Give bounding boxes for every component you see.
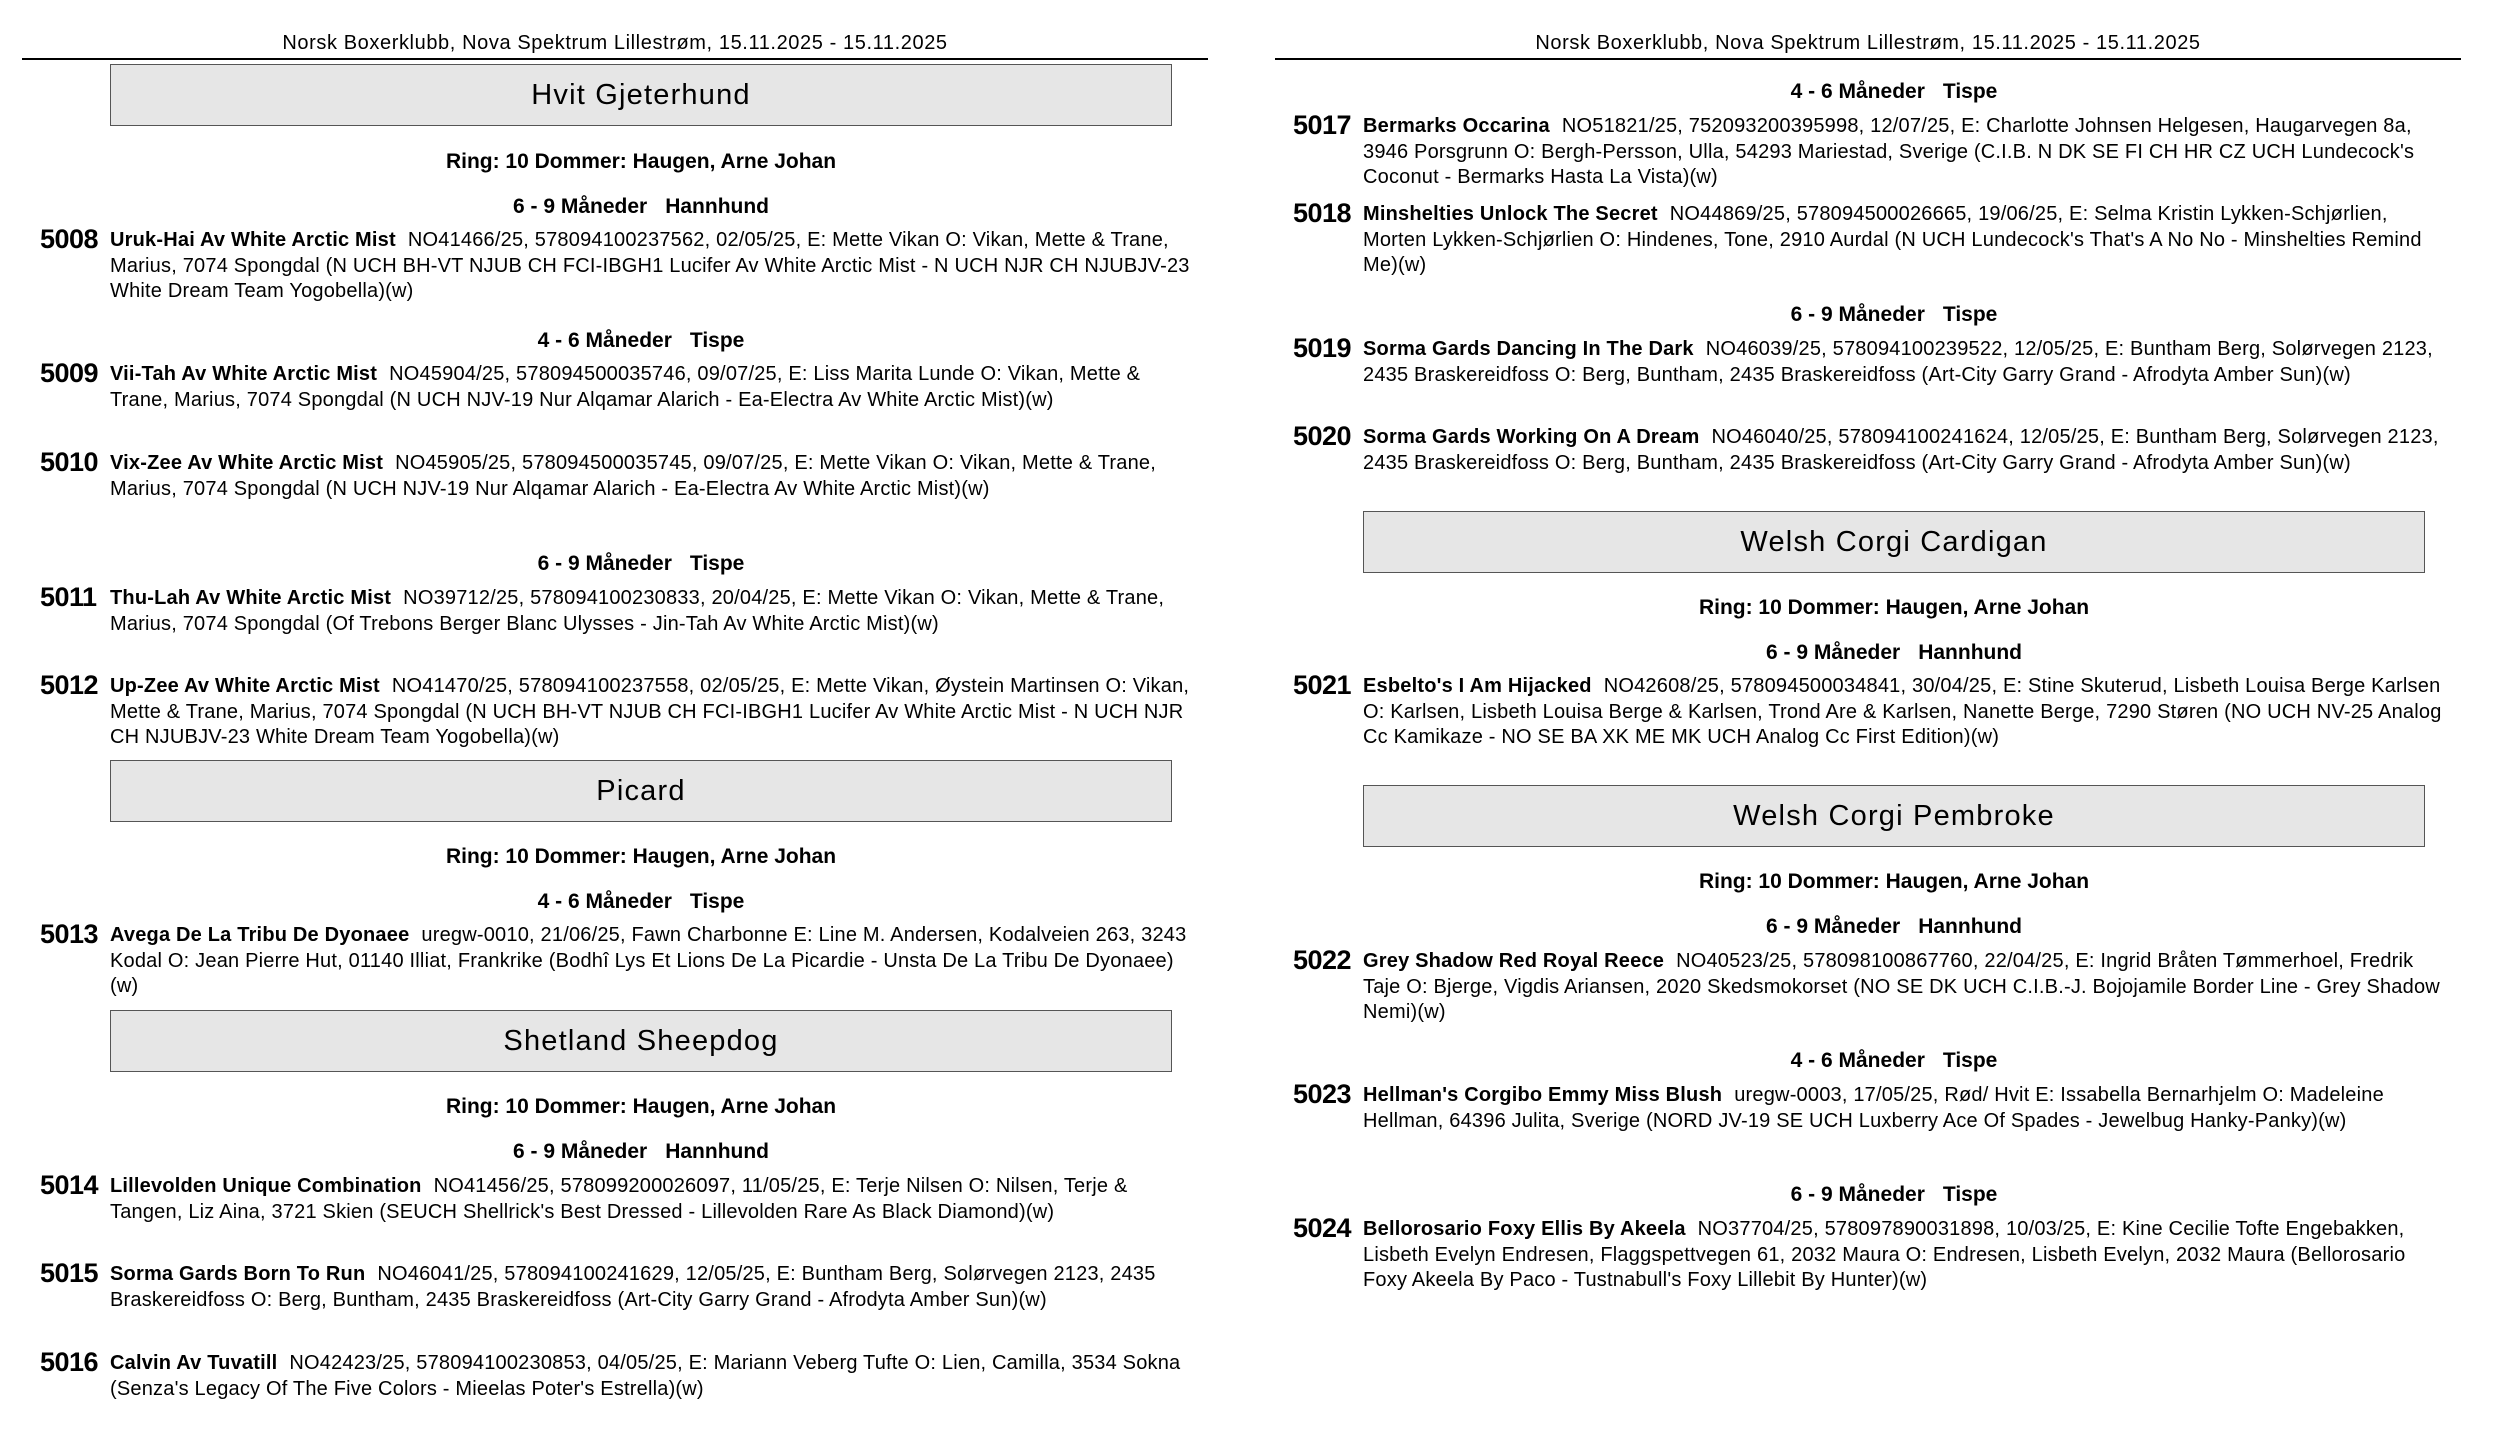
class-age: 6 - 9 Måneder <box>1765 641 1901 664</box>
class-heading <box>110 890 1172 914</box>
entry-details <box>1363 1217 2443 1294</box>
dog-name: Uruk-Hai Av White Arctic Mist <box>110 229 396 251</box>
entry-number: 5011 <box>40 582 97 612</box>
class-sex: Tispe <box>689 552 745 575</box>
entry-number: 5010 <box>40 447 99 477</box>
class-age: 6 - 9 Måneder <box>1790 1183 1925 1206</box>
dog-info: uregw-0003, 17/05/25, Rød/ Hvit E: Issabella Bernarhjelm O: Madeleine Hellman, 64396 Julita, Sverige (NORD JV-19 SE UCH Luxberry Ace Of Spades - Jewelbug Hanky-Panky)(w) <box>1363 1084 2384 1132</box>
class-sex: Tispe <box>1942 1183 1998 1206</box>
entry-details <box>110 674 1190 751</box>
dog-name: Avega De La Tribu De Dyonaee <box>110 924 410 946</box>
dog-name: Sorma Gards Born To Run <box>110 1263 366 1285</box>
entry-details <box>1363 425 2443 476</box>
class-age: 6 - 9 Måneder <box>1765 915 1901 938</box>
dog-name: Lillevolden Unique Combination <box>110 1175 422 1197</box>
dog-info: NO45904/25, 578094500035746, 09/07/25, E: Liss Marita Lunde O: Vikan, Mette & Trane, Marius, 7074 Spongdal (N UCH NJV-19 Nur Alqamar Alarich - Ea-Electra Av White Arctic Mist)(w) <box>110 363 1141 411</box>
entry-details <box>110 1262 1190 1313</box>
class-sex: Tispe <box>1942 303 1998 326</box>
dog-info: NO42608/25, 578094500034841, 30/04/25, E: Stine Skuterud, Lisbeth Louisa Berge Karlsen O: Karlsen, Lisbeth Louisa Berge & Karlsen, Trond Are & Karlsen, Nanette Berge, 7290 Støren (NO UCH NV-25 Analog Cc Kamikaze - NO SE BA XK ME MK UCH Analog Cc First Edition)(w) <box>1363 675 2442 748</box>
class-age: 4 - 6 Måneder <box>537 890 672 913</box>
dog-name: Up-Zee Av White Arctic Mist <box>110 675 380 697</box>
entry-number: 5013 <box>40 919 99 949</box>
class-heading <box>110 195 1172 219</box>
entry-details <box>1363 337 2443 388</box>
class-sex: Hannhund <box>665 195 770 218</box>
dog-info: NO39712/25, 578094100230833, 20/04/25, E: Mette Vikan O: Vikan, Mette & Trane, Marius, 7074 Spongdal (Of Trebons Berger Blanc Ulysses - Jin-Tah Av White Arctic Mist)(w) <box>110 587 1165 635</box>
entry-details <box>110 362 1190 413</box>
entry-details <box>110 923 1190 1000</box>
class-age: 6 - 9 Måneder <box>512 1140 648 1163</box>
class-heading <box>1363 1183 2425 1207</box>
dog-name: Minshelties Unlock The Secret <box>1363 203 1658 225</box>
class-heading <box>1363 915 2425 939</box>
class-heading <box>1363 641 2425 665</box>
dog-name: Esbelto's I Am Hijacked <box>1363 675 1592 697</box>
class-age: 4 - 6 Måneder <box>537 329 672 352</box>
breed-heading: Welsh Corgi Cardigan <box>1363 511 2425 573</box>
entry-details <box>1363 1083 2443 1134</box>
entry-number: 5009 <box>40 358 99 388</box>
class-age: 6 - 9 Måneder <box>512 195 648 218</box>
entry-number: 5024 <box>1293 1213 1352 1243</box>
class-age: 6 - 9 Måneder <box>1790 303 1925 326</box>
dog-info: NO40523/25, 578098100867760, 22/04/25, E: Ingrid Bråten Tømmerhoel, Fredrik Taje O: Bjerge, Vigdis Ariansen, 2020 Skedsmokorset (NO SE DK UCH C.I.B.-J. Bojojamile Border Line - Grey Shadow Nemi)(w) <box>1363 950 2440 1023</box>
breed-heading: Welsh Corgi Pembroke <box>1363 785 2425 847</box>
entry-details <box>1363 674 2443 751</box>
dog-info: NO41456/25, 578099200026097, 11/05/25, E: Terje Nilsen O: Nilsen, Terje & Tangen, Liz Aina, 3721 Skien (SEUCH Shellrick's Best Dressed - Lillevolden Rare As Black Diamond)(w) <box>110 1175 1128 1223</box>
class-sex: Hannhund <box>665 1140 770 1163</box>
breed-heading: Picard <box>110 760 1172 822</box>
dog-info: NO41470/25, 578094100237558, 02/05/25, E: Mette Vikan, Øystein Martinsen O: Vikan, Mette & Trane, Marius, 7074 Spongdal (N UCH BH-VT NJUB CH FCI-IBGH1 Lucifer Av White Arctic Mist - N UCH NJR CH NJUBJV-23 White Dream Team Yogobella)(w) <box>110 675 1190 748</box>
entry-number: 5023 <box>1293 1079 1352 1109</box>
class-age: 4 - 6 Måneder <box>1790 80 1925 103</box>
page-header: Norsk Boxerklubb, Nova Spektrum Lillestrøm, 15.11.2025 - 15.11.2025 <box>282 32 948 54</box>
dog-info: NO46040/25, 578094100241624, 12/05/25, E: Buntham Berg, Solørvegen 2123, 2435 Braskereidfoss O: Berg, Buntham, 2435 Braskereidfoss (Art-City Garry Grand - Afrodyta Amber Sun)(w) <box>1363 426 2439 474</box>
entry-number: 5020 <box>1293 421 1352 451</box>
ring-judge-info: Ring: 10 Dommer: Haugen, Arne Johan <box>445 150 837 173</box>
class-heading <box>1363 80 2425 104</box>
left-page <box>22 0 1208 1434</box>
class-sex: Hannhund <box>1918 915 2023 938</box>
dog-info: NO44869/25, 578094500026665, 19/06/25, E: Selma Kristin Lykken-Schjørlien, Morten Lykken-Schjørlien O: Hindenes, Tone, 2910 Aurdal (N UCH Lundecock's That's A No No - Minshelties Remind Me)(w) <box>1363 203 2422 276</box>
breed-heading: Shetland Sheepdog <box>110 1010 1172 1072</box>
entry-number: 5021 <box>1293 670 1352 700</box>
class-sex: Hannhund <box>1918 641 2023 664</box>
dog-name: Thu-Lah Av White Arctic Mist <box>110 587 392 609</box>
dog-name: Hellman's Corgibo Emmy Miss Blush <box>1363 1084 1723 1106</box>
dog-name: Sorma Gards Working On A Dream <box>1363 426 1700 448</box>
entry-number: 5008 <box>40 224 99 254</box>
dog-info: NO46041/25, 578094100241629, 12/05/25, E: Buntham Berg, Solørvegen 2123, 2435 Braskereidfoss O: Berg, Buntham, 2435 Braskereidfoss (Art-City Garry Grand - Afrodyta Amber Sun)(w) <box>110 1263 1156 1311</box>
ring-judge-info: Ring: 10 Dommer: Haugen, Arne Johan <box>445 1095 837 1118</box>
entry-number: 5017 <box>1293 110 1352 140</box>
dog-info: NO42423/25, 578094100230853, 04/05/25, E: Mariann Veberg Tufte O: Lien, Camilla, 3534 Sokna (Senza's Legacy Of The Five Colors - Mieelas Poter's Estrella)(w) <box>110 1352 1181 1400</box>
entry-details <box>110 228 1190 305</box>
class-sex: Tispe <box>1942 1049 1998 1072</box>
dog-info: NO46039/25, 578094100239522, 12/05/25, E: Buntham Berg, Solørvegen 2123, 2435 Braskereidfoss O: Berg, Buntham, 2435 Braskereidfoss (Art-City Garry Grand - Afrodyta Amber Sun)(w) <box>1363 338 2433 386</box>
class-sex: Tispe <box>689 329 745 352</box>
dog-name: Vix-Zee Av White Arctic Mist <box>110 452 384 474</box>
class-heading <box>110 552 1172 576</box>
breed-heading: Hvit Gjeterhund <box>110 64 1172 126</box>
dog-info: uregw-0010, 21/06/25, Fawn Charbonne E: Line M. Andersen, Kodalveien 263, 3243 Kodal O: Jean Pierre Hut, 01140 Illiat, Frankrike (Bodhî Lys Et Lions De La Picardie - Unsta De La Tribu De Dyonaee)(w) <box>110 924 1187 997</box>
entry-details <box>1363 114 2443 191</box>
entry-number: 5018 <box>1293 198 1352 228</box>
entry-details <box>110 586 1190 637</box>
entry-number: 5019 <box>1293 333 1352 363</box>
class-heading <box>1363 303 2425 327</box>
class-sex: Tispe <box>689 890 745 913</box>
entry-details <box>1363 202 2443 279</box>
dog-name: Vii-Tah Av White Arctic Mist <box>110 363 378 385</box>
entry-details <box>110 451 1190 502</box>
header-divider <box>22 58 1208 60</box>
dog-name: Sorma Gards Dancing In The Dark <box>1363 338 1694 360</box>
entry-details <box>110 1351 1190 1402</box>
entry-number: 5016 <box>40 1347 99 1377</box>
entry-number: 5014 <box>40 1170 99 1200</box>
dog-info: NO45905/25, 578094500035745, 09/07/25, E: Mette Vikan O: Vikan, Mette & Trane, Marius, 7074 Spongdal (N UCH NJV-19 Nur Alqamar Alarich - Ea-Electra Av White Arctic Mist)(w) <box>110 452 1157 500</box>
entry-number: 5015 <box>40 1258 99 1288</box>
class-heading <box>110 329 1172 353</box>
entry-details <box>110 1174 1190 1225</box>
dog-info: NO37704/25, 578097890031898, 10/03/25, E: Kine Cecilie Tofte Engebakken, Lisbeth Evelyn Endresen, Flaggspettvegen 61, 2032 Maura O: Endresen, Lisbeth Evelyn, 2032 Maura (Bellorosario Foxy Akeela By Paco - Tustnabull's Foxy Lillebit By Hunter)(w) <box>1363 1218 2406 1291</box>
dog-name: Grey Shadow Red Royal Reece <box>1363 950 1665 972</box>
ring-judge-info: Ring: 10 Dommer: Haugen, Arne Johan <box>1698 870 2090 893</box>
dog-name: Bellorosario Foxy Ellis By Akeela <box>1363 1218 1686 1240</box>
dog-name: Calvin Av Tuvatill <box>110 1352 278 1374</box>
dog-name: Bermarks Occarina <box>1363 115 1550 137</box>
class-age: 4 - 6 Måneder <box>1790 1049 1925 1072</box>
ring-judge-info: Ring: 10 Dommer: Haugen, Arne Johan <box>1698 596 2090 619</box>
class-age: 6 - 9 Måneder <box>537 552 672 575</box>
right-page <box>1275 0 2461 1434</box>
class-heading <box>1363 1049 2425 1073</box>
page-header: Norsk Boxerklubb, Nova Spektrum Lillestrøm, 15.11.2025 - 15.11.2025 <box>1535 32 2201 54</box>
entry-number: 5012 <box>40 670 99 700</box>
dog-info: NO51821/25, 752093200395998, 12/07/25, E: Charlotte Johnsen Helgesen, Haugarvegen 8a, 3946 Porsgrunn O: Bergh-Persson, Ulla, 54293 Mariestad, Sverige (C.I.B. N DK SE FI CH HR CZ UCH Lundecock's Coconut - Bermarks Hasta La Vista)(w) <box>1363 115 2415 188</box>
ring-judge-info: Ring: 10 Dommer: Haugen, Arne Johan <box>445 845 837 868</box>
entry-details <box>1363 949 2443 1026</box>
class-sex: Tispe <box>1942 80 1998 103</box>
header-divider <box>1275 58 2461 60</box>
dog-info: NO41466/25, 578094100237562, 02/05/25, E: Mette Vikan O: Vikan, Mette & Trane, Marius, 7074 Spongdal (N UCH BH-VT NJUB CH FCI-IBGH1 Lucifer Av White Arctic Mist - N UCH NJR CH NJUBJV-23 White Dream Team Yogobella)(w) <box>110 229 1190 302</box>
entry-number: 5022 <box>1293 945 1352 975</box>
class-heading <box>110 1140 1172 1164</box>
